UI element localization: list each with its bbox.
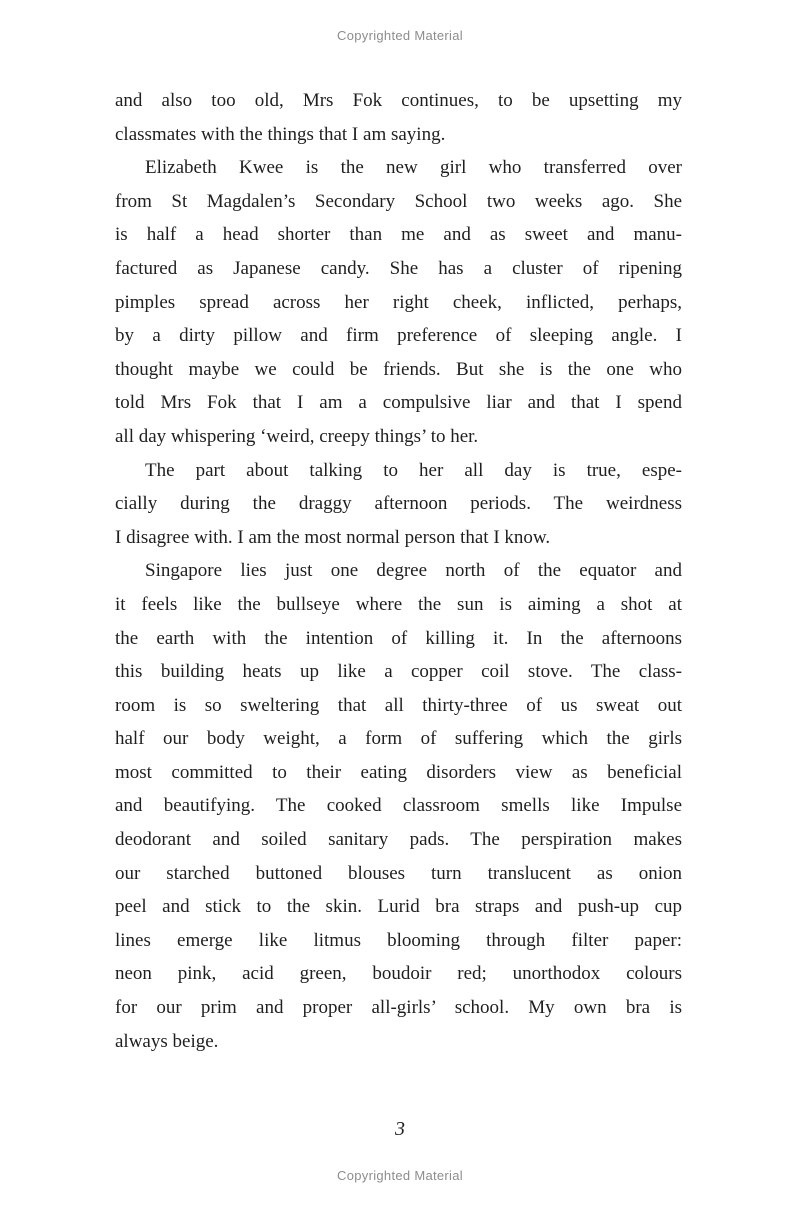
text-line: classmates with the things that I am saying. — [115, 123, 446, 145]
text-line: pimples spread across her right cheek, inflicted, perhaps, — [115, 291, 682, 313]
text-line: Singapore lies just one degree north of the equator and — [145, 560, 682, 582]
copyright-notice-bottom: Copyrighted Material — [337, 1168, 463, 1183]
text-line: deodorant and soiled sanitary pads. The perspiration makes — [115, 829, 682, 851]
text-line: peel and stick to the skin. Lurid bra straps and push-up cup — [115, 896, 682, 918]
text-line: thought maybe we could be friends. But she is the one who — [115, 358, 682, 380]
text-line: room is so sweltering that all thirty-three of us sweat out — [115, 694, 682, 716]
text-line: I disagree with. I am the most normal person that I know. — [115, 526, 551, 548]
text-line: Elizabeth Kwee is the new girl who transferred over — [145, 157, 682, 179]
paragraph — [115, 454, 682, 555]
text-line: the earth with the intention of killing it. In the afternoons — [115, 627, 682, 649]
text-line: our starched buttoned blouses turn translucent as onion — [115, 862, 682, 884]
text-line: this building heats up like a copper coil stove. The class- — [115, 661, 682, 683]
page-number: 3 — [395, 1118, 405, 1140]
text-line: most committed to their eating disorders view as beneficial — [115, 761, 682, 783]
paragraph — [115, 151, 682, 453]
body-text — [115, 84, 682, 1058]
text-line: half our body weight, a form of suffering which the girls — [115, 728, 682, 750]
text-line: it feels like the bullseye where the sun is aiming a shot at — [115, 593, 682, 615]
text-line: and beautifying. The cooked classroom smells like Impulse — [115, 795, 682, 817]
paragraph — [115, 554, 682, 1058]
text-line: and also too old, Mrs Fok continues, to be upsetting my — [115, 90, 682, 111]
paragraph — [115, 84, 682, 151]
text-line: cially during the draggy afternoon periods. The weirdness — [115, 493, 682, 515]
text-line: by a dirty pillow and firm preference of sleeping angle. I — [115, 325, 682, 347]
text-line: The part about talking to her all day is true, espe- — [145, 459, 682, 481]
text-line: always beige. — [115, 1030, 219, 1052]
text-line: all day whispering ‘weird, creepy things’ to her. — [115, 425, 479, 447]
text-line: factured as Japanese candy. She has a cluster of ripening — [115, 257, 682, 279]
text-line: lines emerge like litmus blooming through filter paper: — [115, 929, 682, 951]
text-line: is half a head shorter than me and as sweet and manu- — [115, 224, 682, 246]
text-line: told Mrs Fok that I am a compulsive liar and that I spend — [115, 392, 682, 414]
text-line: neon pink, acid green, boudoir red; unorthodox colours — [115, 963, 682, 985]
text-line: from St Magdalen’s Secondary School two weeks ago. She — [115, 190, 682, 212]
text-line: for our prim and proper all-girls’ school. My own bra is — [115, 997, 682, 1019]
copyright-notice-top: Copyrighted Material — [337, 28, 463, 43]
